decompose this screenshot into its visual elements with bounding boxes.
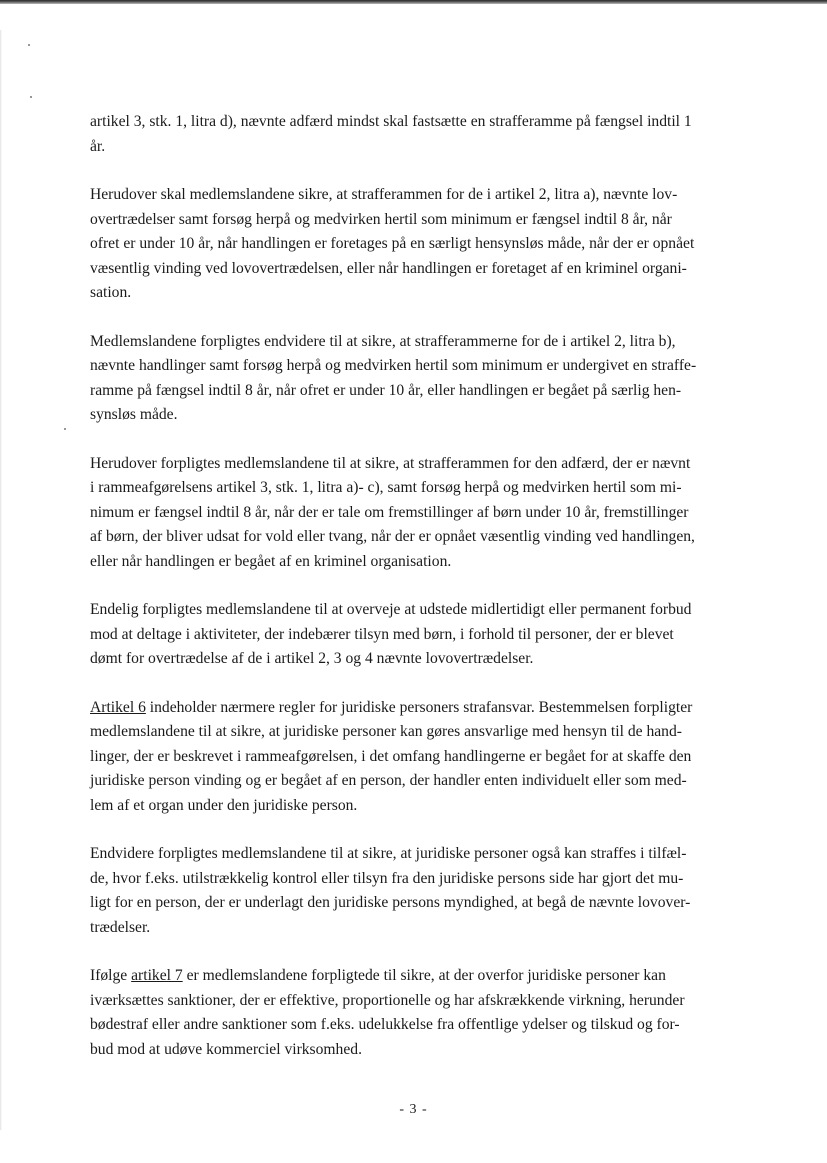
text-line: de, hvor f.eks. utilstrækkelig kontrol eller tilsyn fra den juridiske persons side har gjort det mu- bbox=[90, 869, 684, 887]
article-6-reference: Artikel 6 bbox=[90, 698, 146, 716]
page-number: - 3 - bbox=[399, 1102, 428, 1117]
scan-speck bbox=[64, 428, 66, 430]
text-line: overtrædelser samt forsøg herpå og medvirken hertil som minimum er fængsel indtil 8 år, når bbox=[90, 210, 672, 228]
paragraph-5 bbox=[90, 598, 745, 672]
text-line: artikel 3, stk. 1, litra d), nævnte adfærd mindst skal fastsætte en strafferamme på fængsel indtil 1 bbox=[90, 113, 692, 130]
text-line: trædelser. bbox=[90, 918, 151, 936]
text-line: Herudover skal medlemslandene sikre, at strafferammen for de i artikel 2, litra a), nævnte lov- bbox=[90, 186, 678, 203]
text-line: lem af et organ under den juridiske person. bbox=[90, 796, 358, 814]
paragraph-3 bbox=[90, 330, 745, 428]
text-line bbox=[90, 964, 745, 989]
text-line: Herudover forpligtes medlemslandene til at sikre, at strafferammen for den adfærd, der er nævnt bbox=[90, 454, 691, 472]
scan-top-edge bbox=[0, 0, 827, 4]
paragraph-4 bbox=[90, 452, 745, 575]
text-line: dømt for overtrædelse af de i artikel 2, 3 og 4 nævnte lovovertrædelser. bbox=[90, 650, 534, 667]
text-line: medlemslandene til at sikre, at juridiske personer kan gøres ansvarlige med hensyn til de hand- bbox=[90, 723, 682, 740]
text-line: mod at deltage i aktiviteter, der indebærer tilsyn med børn, i forhold til personer, der er blevet bbox=[90, 625, 674, 643]
text-line: væsentlig vinding ved lovovertrædelsen, eller når handlingen er foretaget af en kriminel organi- bbox=[90, 259, 687, 277]
text-line: ofret er under 10 år, når handlingen er foretages på en særligt hensynsløs måde, når der er opnået bbox=[90, 235, 695, 252]
scan-speck bbox=[28, 44, 30, 46]
paragraph-7 bbox=[90, 842, 745, 940]
text-line: Endelig forpligtes medlemslandene til at overveje at udstede midlertidigt eller permanent forbud bbox=[90, 601, 692, 618]
article-7-reference: artikel 7 bbox=[131, 967, 183, 984]
scan-speck bbox=[30, 96, 32, 98]
scan-left-edge bbox=[0, 30, 2, 1130]
text-line: ramme på fængsel indtil 8 år, når ofret er under 10 år, eller handlingen er begået på særlig hen- bbox=[90, 381, 682, 399]
paragraph-2 bbox=[90, 183, 745, 306]
text-line: sation. bbox=[90, 284, 132, 301]
text-fragment: Ifølge bbox=[90, 967, 132, 984]
text-line bbox=[90, 696, 745, 721]
paragraph-1 bbox=[90, 110, 745, 159]
text-line: år. bbox=[90, 137, 106, 155]
text-line: linger, der er beskrevet i rammeafgørelsen, i det omfang handlingerne er begået for at skaffe den bbox=[90, 747, 692, 765]
text-line: juridiske person vinding og er begået af en person, der handler enten individuelt eller som med- bbox=[90, 772, 687, 789]
text-line: nævnte handlinger samt forsøg herpå og medvirken hertil som minimum er undergivet en straffe- bbox=[90, 357, 697, 374]
text-line: Medlemslandene forpligtes endvidere til at sikre, at strafferammerne for de i artikel 2, litra b), bbox=[90, 332, 676, 350]
text-line: eller når handlingen er begået af en kriminel organisation. bbox=[90, 552, 452, 570]
text-line: ligt for en person, der er underlagt den juridiske persons myndighed, at begå de nævnte lovover- bbox=[90, 894, 691, 911]
text-line: i rammeafgørelsens artikel 3, stk. 1, litra a)- c), samt forsøg herpå og medvirken hertil som mi- bbox=[90, 479, 682, 496]
text-line: nimum er fængsel indtil 8 år, når der er tale om fremstillinger af børn under 10 år, fremstillinger bbox=[90, 503, 689, 521]
paragraph-8 bbox=[90, 964, 745, 1062]
paragraph-6 bbox=[90, 696, 745, 819]
document-body bbox=[90, 110, 745, 1086]
text-line: iværksættes sanktioner, der er effektive, proportionelle og har afskrækkende virkning, herunder bbox=[90, 991, 685, 1009]
text-line: af børn, der bliver udsat for vold eller tvang, når der er opnået væsentlig vinding ved handlingen, bbox=[90, 528, 695, 545]
text-line: Endvidere forpligtes medlemslandene til at sikre, at juridiske personer også kan straffes i tilfæl- bbox=[90, 845, 687, 862]
text-fragment: er medlemslandene forpligtede til sikre, at der overfor juridiske personer kan bbox=[182, 967, 666, 984]
text-line: synsløs måde. bbox=[90, 406, 178, 423]
text-line: bødestraf eller andre sanktioner som f.eks. udelukkelse fra offentlige ydelser og tilskud og for- bbox=[90, 1016, 680, 1033]
text-fragment: indeholder nærmere regler for juridiske personers strafansvar. Bestemmelsen forpligter bbox=[145, 698, 693, 716]
text-line: bud mod at udøve kommerciel virksomhed. bbox=[90, 1040, 362, 1058]
